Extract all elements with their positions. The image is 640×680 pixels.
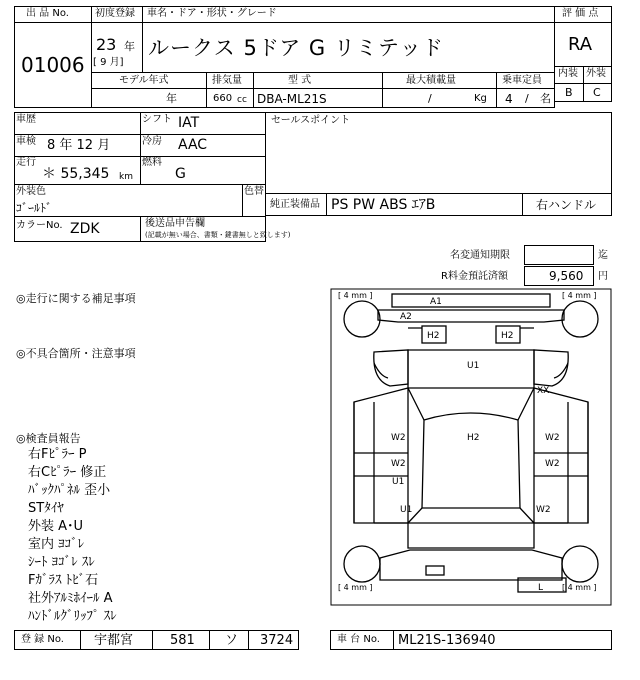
capacity-unit: 名	[540, 92, 551, 105]
mileage-value: ＊ 55,345	[42, 166, 110, 182]
exterior-color-value: ｺﾞｰﾙﾄﾞ	[16, 201, 53, 215]
capacity-slash: /	[525, 92, 529, 105]
inspector-item: ｼｰﾄ ﾖｺﾞﾚ ｽﾚ	[28, 555, 95, 570]
interior-grade: B	[565, 86, 573, 99]
rear-hatch	[408, 523, 534, 548]
pillar-lines	[408, 388, 534, 523]
rear-bumper	[380, 550, 562, 580]
car-damage-diagram	[330, 288, 612, 606]
aircon-label: 冷房	[142, 136, 162, 147]
mark-w2-right-2: W2	[545, 459, 560, 469]
mark-u1-left-1: U1	[392, 477, 405, 487]
capacity-label: 乗車定員	[502, 75, 542, 86]
exterior-color-label: 外装色	[16, 186, 46, 197]
displacement-value: 660	[213, 93, 233, 104]
mark-w2-left-1: W2	[391, 433, 406, 443]
name-change-label: 名変通知期限	[450, 250, 510, 261]
inspector-item: 右Cﾋﾟﾗｰ 修正	[28, 465, 107, 480]
tire-fl-label: [ 4 mm ]	[338, 291, 373, 300]
name-change-box	[524, 245, 594, 265]
equipment-label: 純正装備品	[270, 199, 320, 210]
model-year-unit: 年	[166, 92, 177, 105]
type-value: DBA-ML21S	[257, 92, 327, 106]
reg-no-label: 登 録 No.	[21, 634, 64, 645]
rear-lamp-left	[426, 566, 444, 575]
displacement-label: 排気量	[212, 75, 242, 86]
reg-place: 宇都宮	[94, 633, 134, 648]
mark-l-rear: L	[538, 583, 544, 593]
color-no-label: カラーNo.	[16, 220, 63, 231]
chassis-label: 車 台 No.	[337, 634, 380, 645]
body-right-side	[534, 388, 588, 523]
aircon-value: AAC	[178, 137, 208, 153]
mark-u1-top: U1	[467, 361, 480, 371]
history-label: 車歴	[16, 114, 36, 125]
first-reg-year: 23	[96, 35, 117, 54]
lot-no-label: 出 品 No.	[26, 8, 69, 19]
inspector-item: STﾀｲﾔ	[28, 501, 64, 516]
tire-fr-label: [ 4 mm ]	[562, 291, 597, 300]
max-load-slash: /	[428, 92, 432, 105]
inspector-report-label: ◎検査員報告	[16, 432, 81, 445]
reg-class: 581	[170, 633, 195, 648]
inspection-value: 8 年 12 月	[47, 138, 111, 153]
exterior-label: 外装	[586, 68, 606, 79]
interior-label: 内装	[558, 68, 578, 79]
mileage-unit: km	[119, 172, 133, 182]
steering-value: 右ハンドル	[536, 198, 597, 212]
color-change-label: 色替	[244, 186, 264, 197]
roof-panel	[422, 413, 520, 508]
car-name-label: 車名・ドア・形状・グレード	[147, 8, 277, 19]
defect-notes-label: ◎不具合箇所・注意事項	[16, 347, 136, 360]
inspector-item: ﾊﾝﾄﾞﾙｸﾞﾘｯﾌﾟ ｽﾚ	[28, 609, 117, 624]
wheel-rear-left	[344, 546, 380, 582]
inspector-item: Fｶﾞﾗｽ ﾄﾋﾞ石	[28, 573, 99, 588]
mileage-label: 走行	[16, 157, 36, 168]
inspector-item: 社外ｱﾙﾐﾎｲｰﾙ A	[28, 591, 113, 606]
tire-rl-label: [ 4 mm ]	[338, 583, 373, 592]
displacement-unit: cc	[237, 95, 247, 105]
chassis-no: ML21S-136940	[398, 633, 496, 648]
mark-u1-left-2: U1	[400, 505, 413, 515]
mark-h2-right: H2	[501, 331, 514, 341]
inspector-item: 室内 ﾖｺﾞﾚ	[28, 537, 85, 552]
diagram-frame	[331, 289, 611, 605]
max-load-unit: Kg	[474, 93, 487, 104]
inspector-item: 右Fﾋﾟﾗｰ P	[28, 447, 87, 462]
mark-xx: XX	[537, 386, 550, 396]
inspection-label: 車検	[16, 136, 36, 147]
wheel-front-right	[562, 301, 598, 337]
recycle-label: R料金預託済額	[441, 271, 508, 282]
inspector-item: 外装 A･U	[28, 519, 84, 534]
model-year-label: モデル年式	[119, 75, 169, 86]
inspector-item: ﾊﾞｯｸﾊﾟﾈﾙ 歪小	[28, 483, 111, 498]
driving-notes-label: ◎走行に関する補足事項	[16, 292, 136, 305]
name-change-unit: 迄	[598, 250, 608, 261]
first-reg-month: [ 9 月]	[93, 57, 124, 68]
car-name: ルークス 5ドア G リミテッド	[148, 36, 444, 60]
wheel-front-left	[344, 301, 380, 337]
first-reg-year-unit: 年	[124, 40, 135, 53]
max-load-label: 最大積載量	[406, 75, 456, 86]
equipment-value: PS PW ABS ｴｱB	[331, 197, 436, 213]
exterior-grade: C	[593, 86, 601, 99]
mark-w2-left-2: W2	[391, 459, 406, 469]
type-label: 型 式	[288, 75, 312, 86]
shift-value: IAT	[178, 115, 200, 131]
mark-w2-right-3: W2	[536, 505, 551, 515]
body-left-side	[354, 388, 408, 523]
recycle-value: 9,560	[549, 269, 584, 283]
reg-number: 3724	[260, 633, 294, 648]
mark-a1: A1	[430, 297, 442, 307]
first-reg-label: 初度登録	[95, 8, 135, 19]
mark-a2: A2	[400, 312, 412, 322]
capacity-value: 4	[505, 92, 513, 106]
tire-rr-label: [ 4 mm ]	[562, 583, 597, 592]
recycle-unit: 円	[598, 271, 608, 282]
lot-no-value: 01006	[21, 53, 85, 77]
fuel-value: G	[175, 166, 186, 182]
fuel-label: 燃料	[142, 157, 162, 168]
post-doc-note: (記載が無い場合、書類・鍵書無しと致します)	[145, 231, 291, 239]
wheel-rear-right	[562, 546, 598, 582]
score-value: RA	[568, 34, 593, 55]
score-label: 評 価 点	[562, 8, 599, 19]
mark-w2-right-1: W2	[545, 433, 560, 443]
fender-front-left	[374, 350, 408, 386]
mark-h2-center: H2	[467, 433, 480, 443]
sales-points-label: セールスポイント	[271, 115, 351, 126]
shift-label: シフト	[142, 114, 172, 125]
color-no-value: ZDK	[70, 221, 100, 237]
fender-front-right	[534, 350, 568, 386]
mark-h2-left: H2	[427, 331, 440, 341]
reg-kana: ソ	[225, 633, 239, 648]
front-grille	[392, 294, 550, 307]
post-doc-label: 後送品申告欄	[145, 218, 205, 229]
